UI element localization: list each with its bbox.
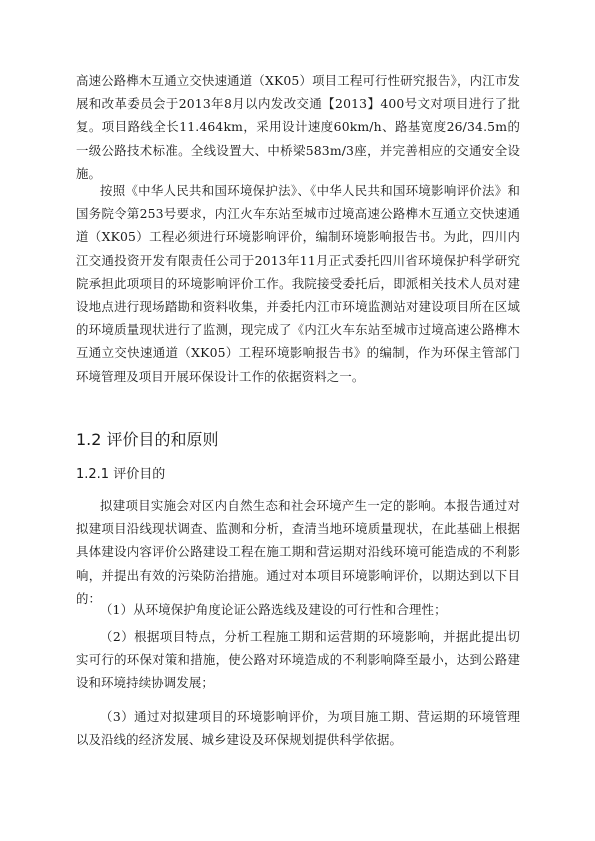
- body-paragraph-continuation: 高速公路榫木互通立交快速通道（XK05）项目工程可行性研究报告》，内江市发展和改革委员会于2013年8月以内发改交通【2013】400号文对项目进行了批复。项目路线全长11.464km，采用设计速度60km/h、路基宽度26/34.5m的一级公路技术标准。全线设置大、中桥梁583m/3座，并完善相应的交通安全设施。: [76, 73, 520, 181]
- purpose-list-item-3: （3）通过对拟建项目的环境影响评价，为项目施工期、营运期的环境管理以及沿线的经济发展、城乡建设及环保规划提供科学依据。: [76, 709, 520, 748]
- purpose-list-item-1: （1）从环境保护角度论证公路选线及建设的可行性和合理性；: [100, 602, 447, 617]
- evaluation-purpose-intro: 拟建项目实施会对区内自然生态和社会环境产生一定的影响。本报告通过对拟建项目沿线现状调查、监测和分析，查清当地环境质量现状，在此基础上根据具体建设内容评价公路建设工程在施工期和营运期对沿线环境可能造成的不利影响，并提出有效的污染防治措施。通过对本项目环境影响评价，以期达到以下目的：: [76, 498, 520, 606]
- body-paragraph-background: 按照《中华人民共和国环境保护法》、《中华人民共和国环境影响评价法》和国务院令第253号要求，内江火车东站至城市过境高速公路榫木互通立交快速通道（XK05）工程必须进行环境影响评价，编制环境影响报告书。为此，四川内江交通投资开发有限责任公司于2013年11月正式委托四川省环境保护科学研究院承担此项项目的环境影响评价工作。我院接受委托后，即派相关技术人员对建设地点进行现场踏勘和资料收集，并委托内江市环境监测站对建设项目所在区域的环境质量现状进行了监测，现完成了《内江火车东站至城市过境高速公路榫木互通立交快速通道（XK05）工程环境影响报告书》的编制，作为环保主管部门环境管理及项目开展环保设计工作的依据资料之一。: [76, 183, 520, 384]
- section-heading-1-2-1: 1.2.1 评价目的: [76, 467, 166, 482]
- section-heading-1-2: 1.2 评价目的和原则: [76, 430, 219, 449]
- purpose-list-item-2: （2）根据项目特点，分析工程施工期和运营期的环境影响，并据此提出切实可行的环保对策和措施，使公路对环境造成的不利影响降至最小，达到公路建设和环境持续协调发展；: [76, 629, 520, 691]
